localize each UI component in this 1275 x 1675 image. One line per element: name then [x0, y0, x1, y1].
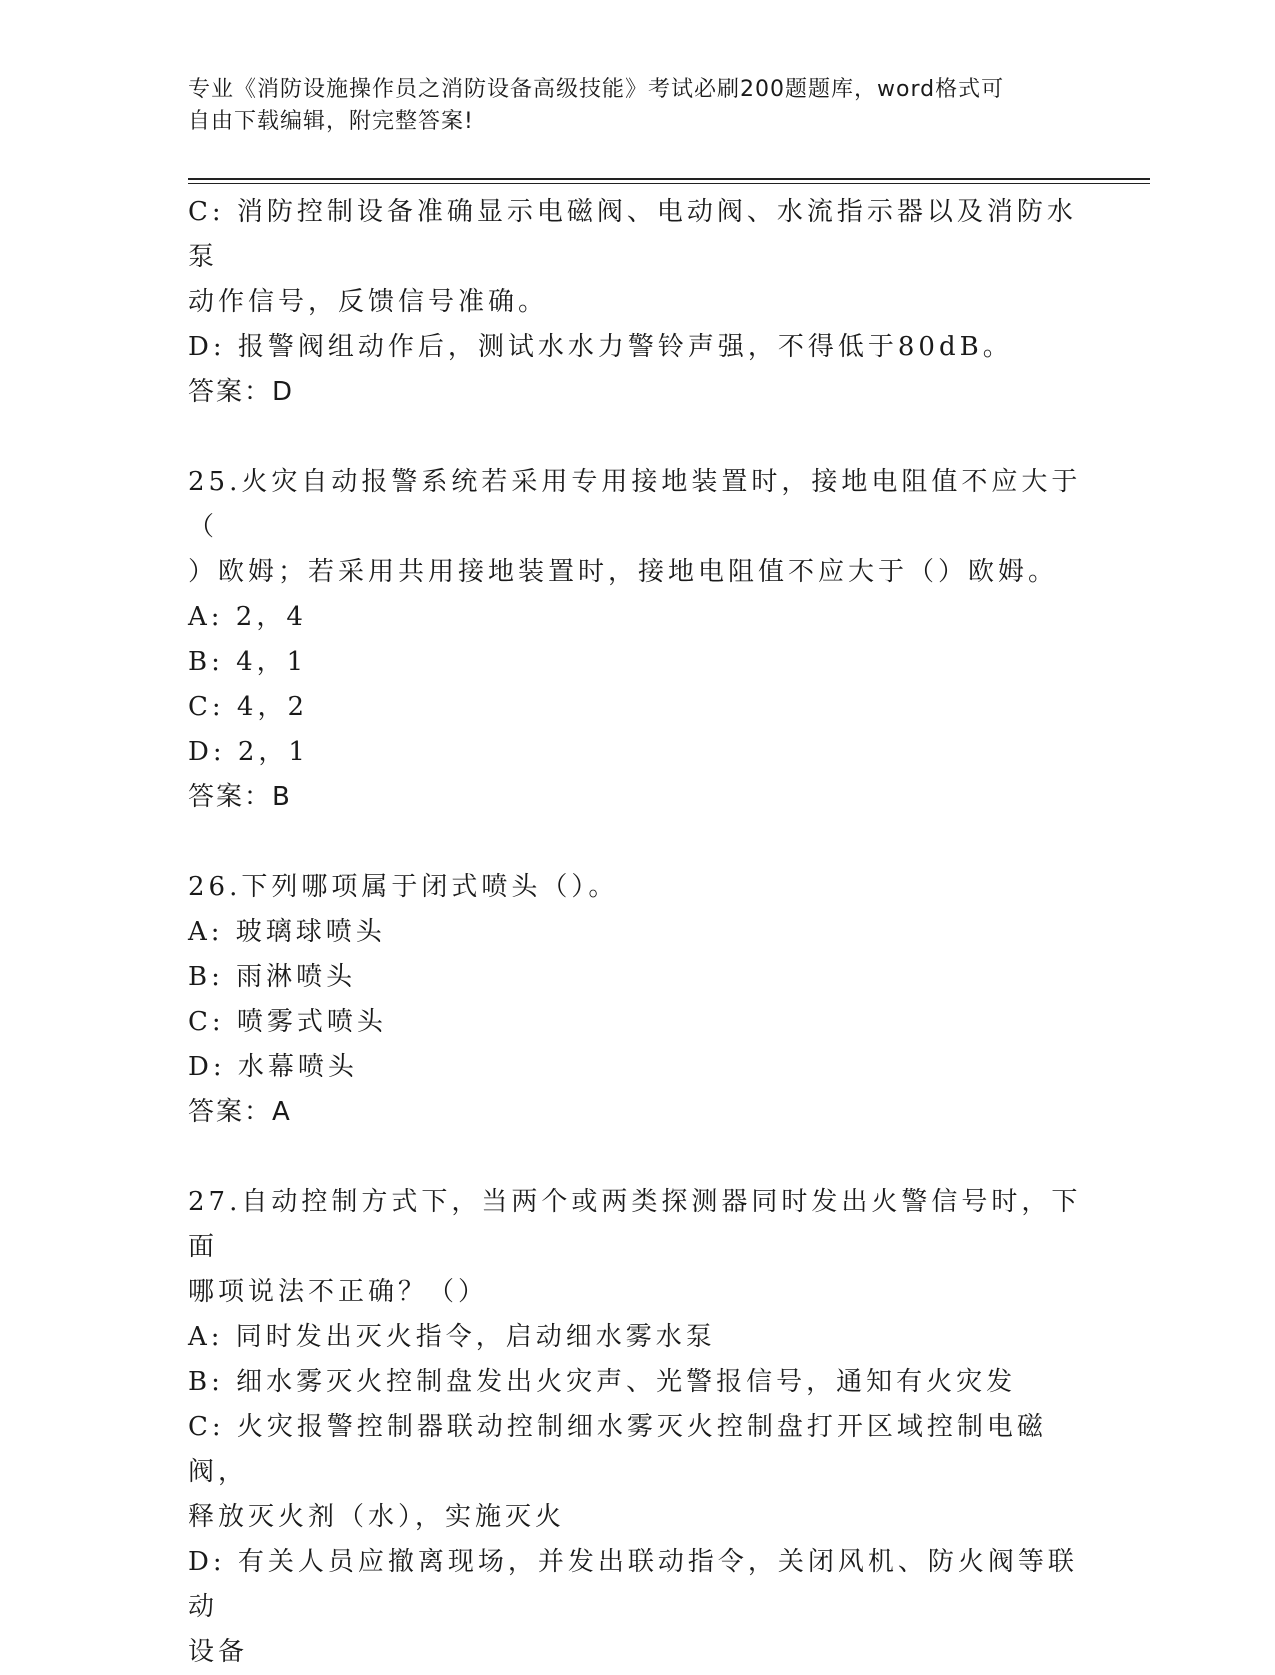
header-divider-thick	[188, 178, 1150, 180]
question-stem-line-2: ）欧姆；若采用共用接地装置时，接地电阻值不应大于（）欧姆。	[188, 557, 1059, 587]
option-c-line-2: 动作信号，反馈信号准确。	[188, 287, 549, 317]
spacer	[188, 415, 1088, 460]
question-25	[188, 460, 1088, 820]
option-b: B: 细水雾灭火控制盘发出火灾声、光警报信号，通知有火灾发	[188, 1367, 1017, 1397]
question-stem-line-2: 哪项说法不正确？（）	[188, 1277, 489, 1307]
option-b: B: 雨淋喷头	[188, 962, 357, 992]
option-c-line-1: C: 消防控制设备准确显示电磁阀、电动阀、水流指示器以及消防水泵	[188, 197, 1077, 272]
option-d-line-1: D: 有关人员应撤离现场，并发出联动指令，关闭风机、防火阀等联动	[188, 1547, 1078, 1622]
question-26	[188, 865, 1088, 1135]
page-header	[188, 74, 1088, 138]
option-c-line-2: 释放灭火剂（水），实施灭火	[188, 1502, 566, 1532]
question-24	[188, 190, 1088, 415]
spacer	[188, 820, 1088, 865]
answer-line: 答案：B	[188, 782, 292, 812]
question-stem: 26.下列哪项属于闭式喷头（）。	[188, 872, 619, 902]
document-body	[188, 190, 1088, 1675]
option-b: B: 4，1	[188, 647, 308, 677]
spacer	[188, 1135, 1088, 1180]
option-c-line-1: C: 火灾报警控制器联动控制细水雾灭火控制盘打开区域控制电磁阀，	[188, 1412, 1047, 1487]
answer-line: 答案：A	[188, 1097, 292, 1127]
option-a: A: 玻璃球喷头	[188, 917, 386, 947]
header-divider-thin	[188, 183, 1150, 184]
header-line-2: 自由下载编辑，附完整答案!	[188, 109, 474, 134]
option-c: C: 喷雾式喷头	[188, 1007, 387, 1037]
question-stem-line-1: 27.自动控制方式下，当两个或两类探测器同时发出火警信号时，下面	[188, 1187, 1082, 1262]
answer-line: 答案：D	[188, 377, 295, 407]
question-27	[188, 1180, 1088, 1675]
option-c: C: 4，2	[188, 692, 309, 722]
option-a: A: 同时发出灭火指令，启动细水雾水泵	[188, 1322, 716, 1352]
option-d-line-2: 设备	[188, 1637, 249, 1667]
option-d: D: 水幕喷头	[188, 1052, 358, 1082]
option-d: D: 报警阀组动作后，测试水水力警铃声强，不得低于80dB。	[188, 332, 1013, 362]
header-line-1: 专业《消防设施操作员之消防设备高级技能》考试必刷200题题库，word格式可	[188, 77, 1005, 102]
question-stem-line-1: 25.火灾自动报警系统若采用专用接地装置时，接地电阻值不应大于（	[188, 467, 1082, 542]
option-d: D: 2，1	[188, 737, 309, 767]
option-a: A: 2，4	[188, 602, 307, 632]
